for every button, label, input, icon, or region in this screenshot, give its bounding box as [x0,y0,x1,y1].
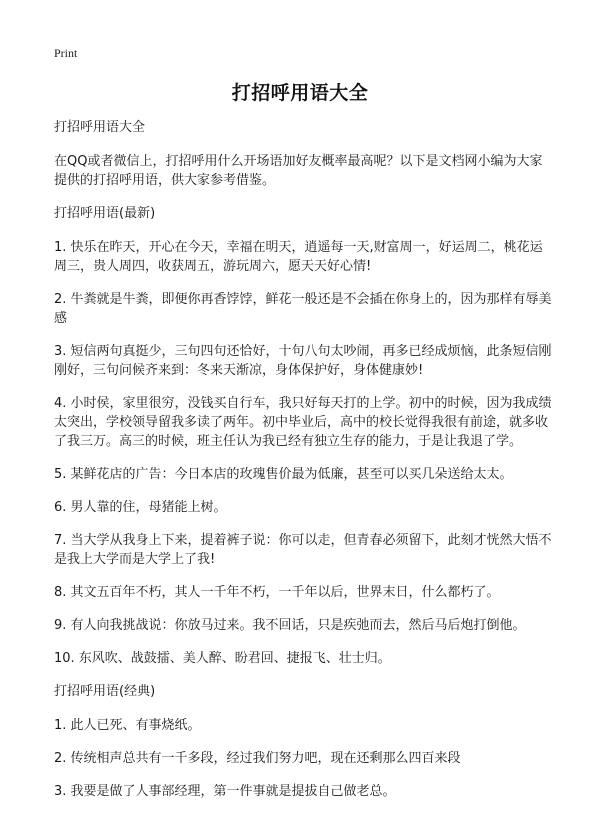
list-item: 5. 某鲜花店的广告：今日本店的玫瑰售价最为低廉，甚至可以买几朵送给太太。 [54,467,513,482]
list-item: 2. 传统相声总共有一千多段，经过我们努力吧，现在还剩那么四百来段 [54,751,461,766]
list-item: 10. 东风吹、战鼓擂、美人醉、盼君回、捷报飞、壮士归。 [54,651,391,666]
list-item: 1. 快乐在昨天，开心在今天，幸福在明天，逍遥每一天,财富周一，好运周二，桃花运周三，贵人周四，收获周五，游玩周六，愿天天好心情! [54,240,543,274]
section-heading-classic: 打招呼用语(经典) [54,684,156,699]
intro-paragraph: 在QQ或者微信上，打招呼用什么开场语加好友概率最高呢？以下是文档网小编为大家提供的打招呼用语，供大家参考借鉴。 [54,154,543,188]
list-item: 3. 我要是做了人事部经理，第一件事就是提拔自己做老总。 [54,784,396,799]
list-item: 4. 小时侯，家里很穷，没钱买自行车，我只好每天打的上学。初中的时候，因为我成绩太突出，学校领导留我多读了两年。初中毕业后，高中的校长觉得我很有前途，就多收了我三万。高三的时候，班主任认为我已经有独立生存的能力，于是让我退了学。 [54,396,552,449]
list-item: 7. 当大学从我身上下来，提着裤子说：你可以走，但青春必须留下，此刻才恍然大悟不是我上大学而是大学上了我! [54,533,552,567]
list-item: 3. 短信两句真挺少，三句四句还恰好，十句八句太吵闹，再多已经成烦恼，此条短信刚刚好，三句问候齐来到：冬来天渐凉，身体保护好，身体健康妙! [54,344,552,378]
list-item: 1. 此人已死、有事烧纸。 [54,718,201,733]
page-title: 打招呼用语大全 [231,82,369,104]
article-subtitle: 打招呼用语大全 [54,120,146,135]
list-item: 6. 男人靠的住，母猪能上树。 [54,500,227,515]
list-item: 9. 有人向我挑战说：你放马过来。我不回话，只是疾弛而去，然后马后炮打倒他。 [54,618,526,633]
section-heading-latest: 打招呼用语(最新) [54,206,156,221]
list-item: 2. 牛粪就是牛粪，即便你再香饽饽，鲜花一般还是不会插在你身上的，因为那样有辱美感 [54,292,552,326]
print-link[interactable]: Print [54,46,78,60]
article-body [54,118,554,815]
list-item: 8. 其文五百年不朽，其人一千年不朽，一千年以后，世界末日，什么都朽了。 [54,585,500,600]
